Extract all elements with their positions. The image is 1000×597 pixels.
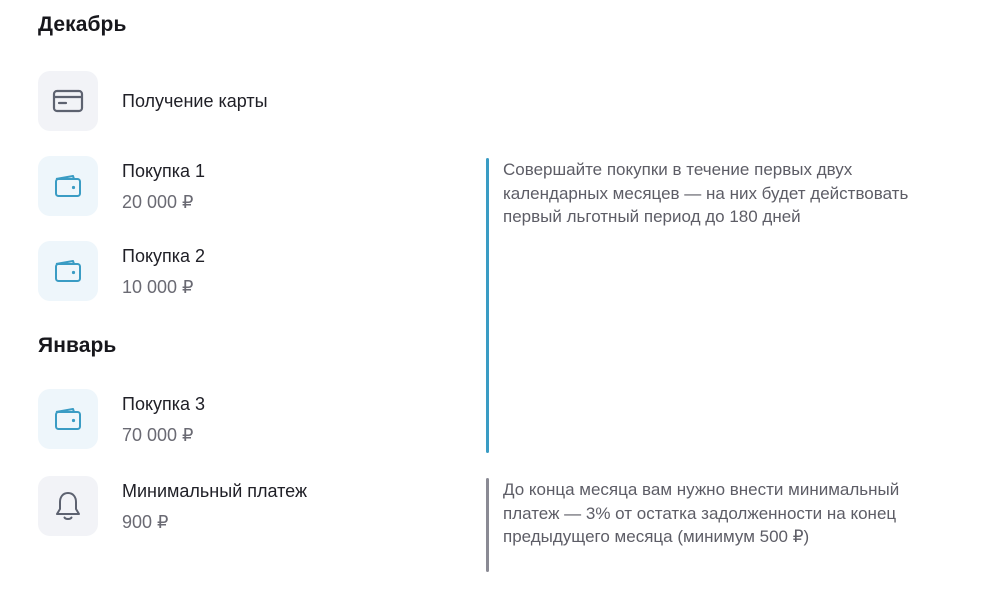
wallet-icon-box [38,389,98,449]
timeline-item-purchase-3 [38,389,205,449]
item-amount: 20 000 ₽ [122,192,194,212]
card-icon-box [38,71,98,131]
bell-icon [53,490,83,522]
wallet-icon-box [38,241,98,301]
wallet-icon [53,259,83,283]
item-title: Получение карты [122,91,268,111]
item-amount: 900 ₽ [122,512,169,532]
month-title-december: Декабрь [38,13,127,36]
wallet-icon-box [38,156,98,216]
card-icon [52,89,84,113]
wallet-icon [53,174,83,198]
item-amount: 70 000 ₽ [122,425,194,445]
item-title: Минимальный платеж [122,481,308,501]
item-title: Покупка 2 [122,246,206,266]
item-amount: 10 000 ₽ [122,277,194,297]
item-title: Покупка 3 [122,394,206,414]
timeline-item-purchase-2 [38,241,205,301]
note-purchases-text: Совершайте покупки в течение первых двух календарных месяцев — на них будет действовать первый льготный период до 180 дней [503,160,909,226]
wallet-icon [53,407,83,431]
month-title-january: Январь [38,334,117,357]
item-title: Покупка 1 [122,161,206,181]
note-minimum-payment [486,478,933,549]
timeline-item-card-issue [38,71,268,131]
note-minimum-payment-text: До конца месяца вам нужно внести минимальный платеж — 3% от остатка задолженности на конец предыдущего месяца (минимум 500 ₽) [503,480,900,546]
note-accent-bar [486,478,489,572]
note-purchases [486,158,933,229]
timeline-item-minimum-payment [38,476,307,536]
timeline-item-purchase-1 [38,156,205,216]
note-accent-bar [486,158,489,453]
bell-icon-box [38,476,98,536]
